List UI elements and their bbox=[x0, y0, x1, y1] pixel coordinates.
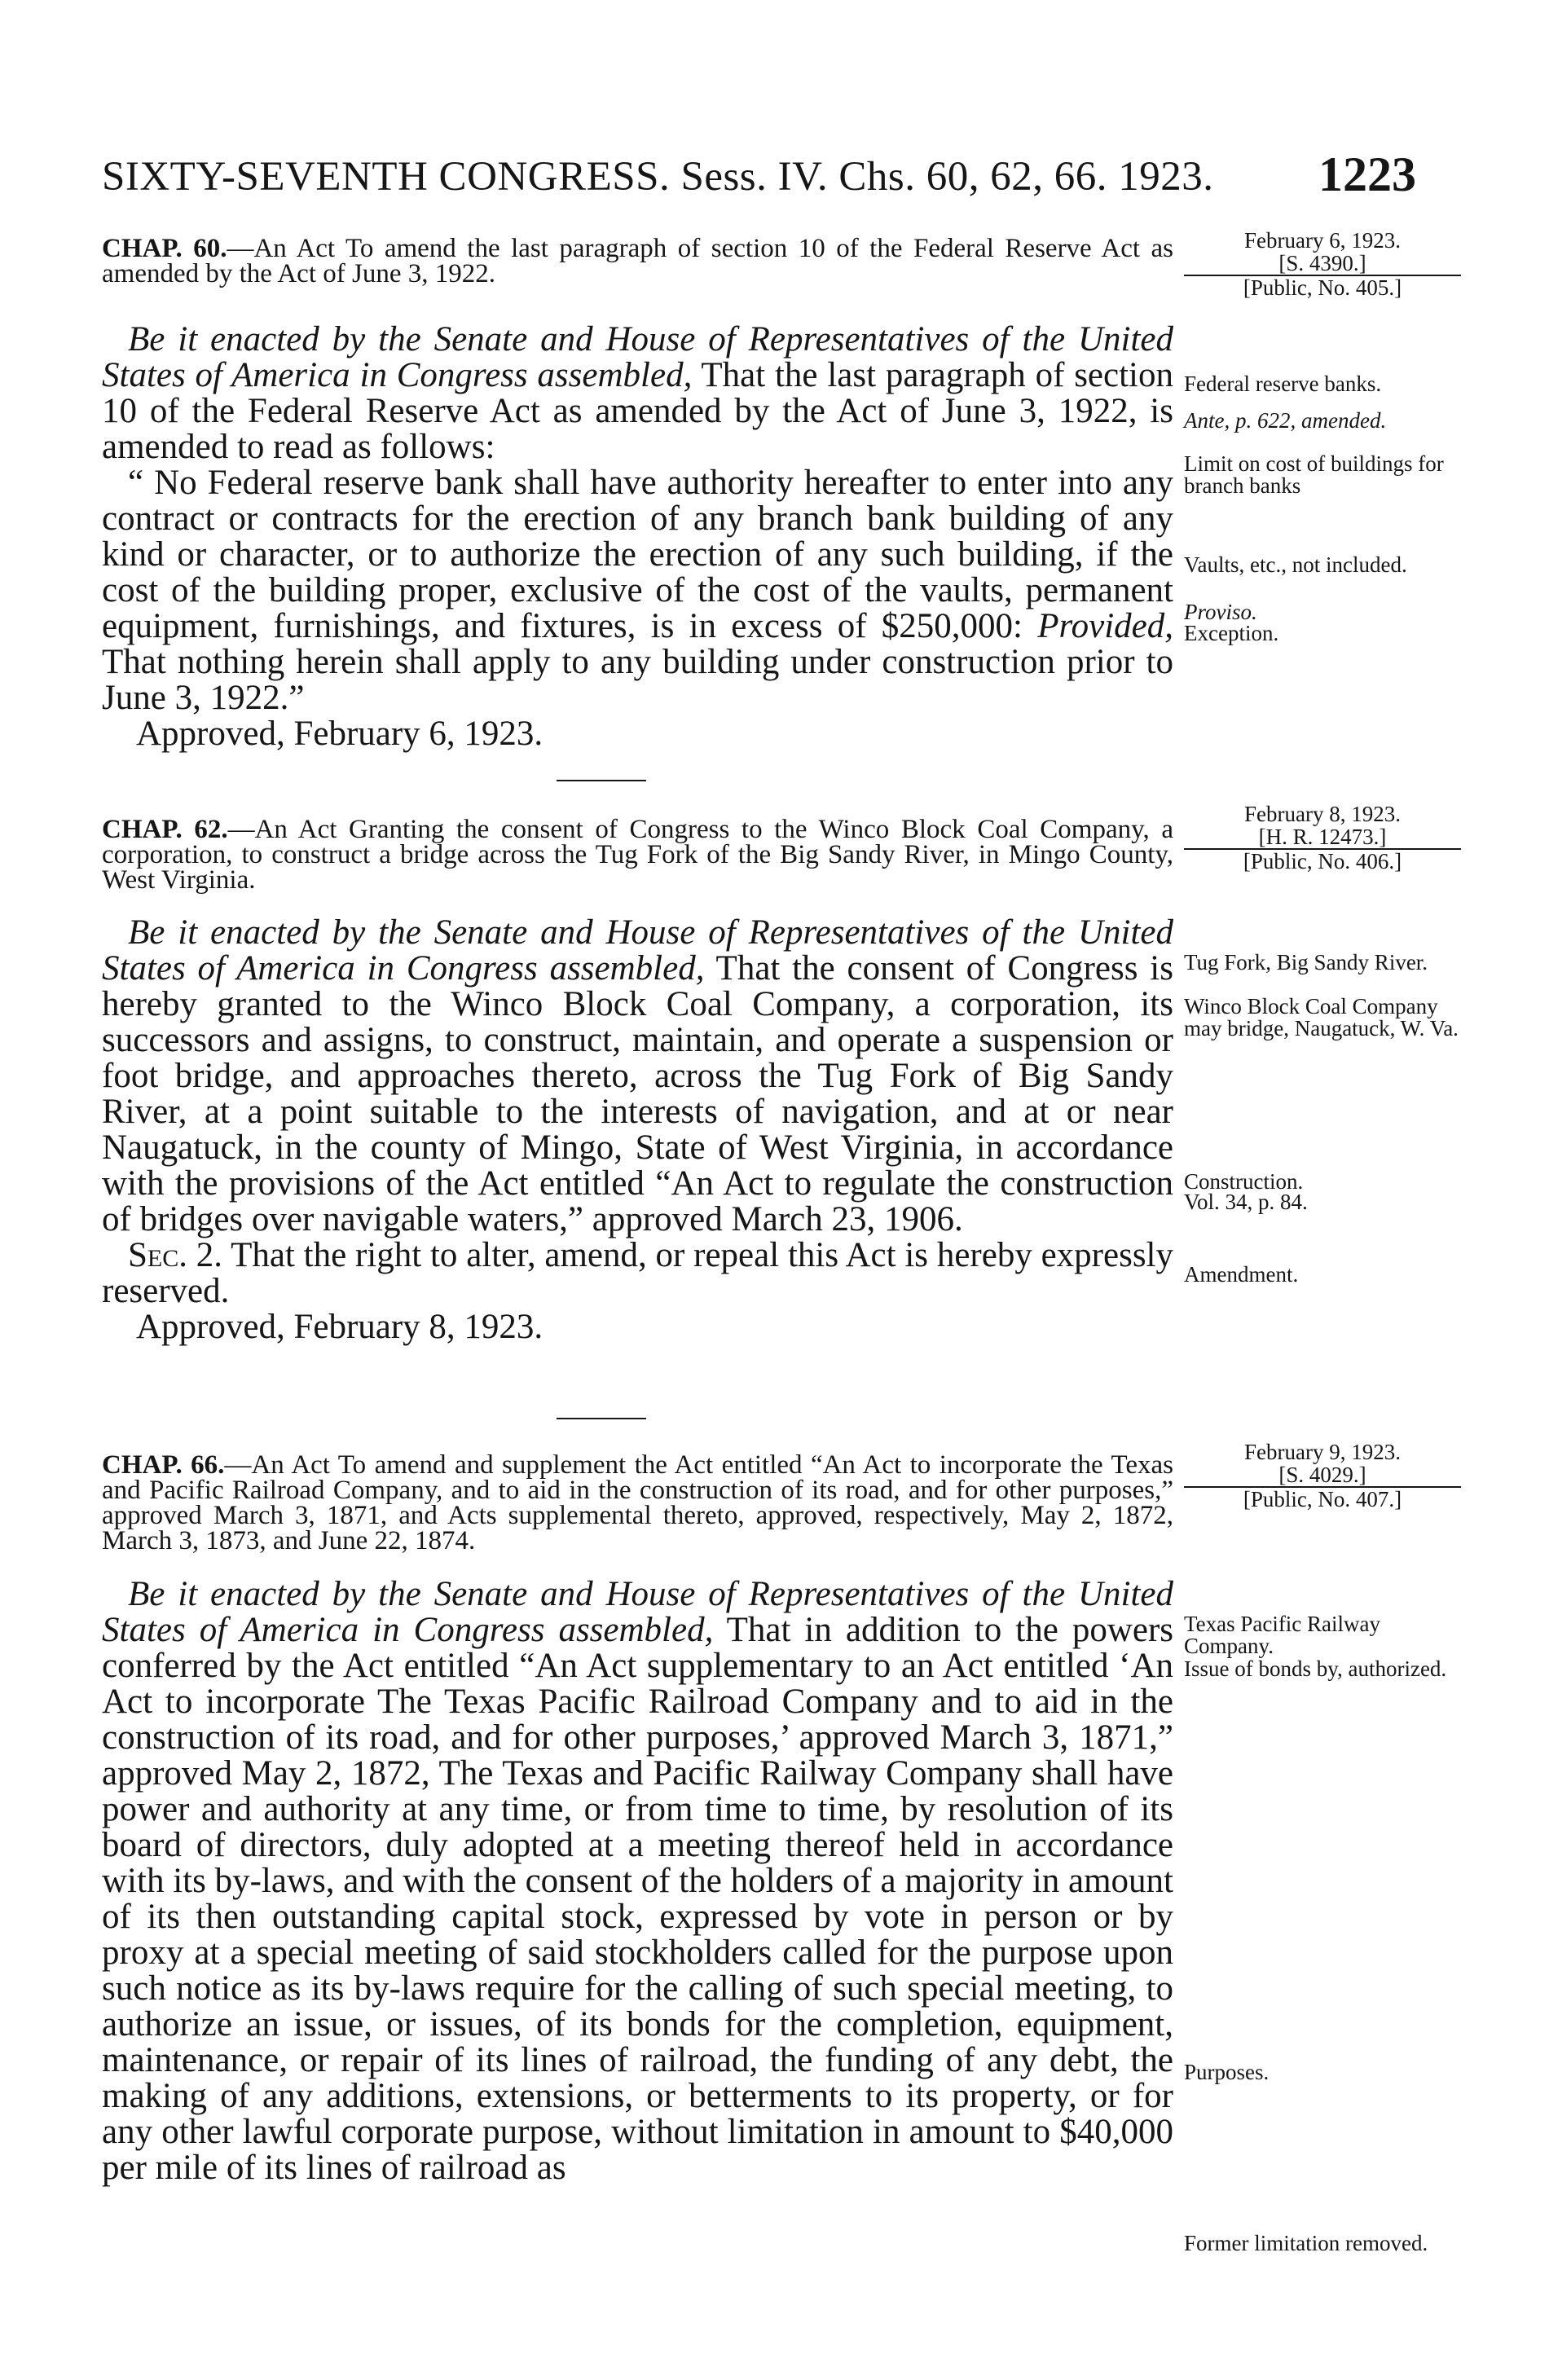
chap60-bill: [S. 4390.] bbox=[1278, 251, 1366, 275]
chap66-note-issue-bonds: Issue of bonds by, authorized. bbox=[1184, 1656, 1447, 1681]
running-header: SIXTY-SEVENTH CONGRESS. Sess. IV. Chs. 60, 62, 66. 1923. bbox=[102, 154, 1214, 200]
chap60-public-law: [Public, No. 405.] bbox=[1184, 275, 1461, 299]
chap62-note-tug-fork: Tug Fork, Big Sandy River. bbox=[1184, 950, 1428, 974]
chap60-caption bbox=[102, 236, 1173, 287]
chap66-note-former-limitation: Former limitation removed. bbox=[1184, 2231, 1428, 2255]
chap66-caption-label: CHAP. 66. bbox=[102, 1450, 225, 1480]
section-divider-2 bbox=[557, 1418, 646, 1419]
chap60-para2-end: That nothing herein shall apply to any building under construction prior to June 3, 1922.” bbox=[102, 643, 1173, 717]
chap60-note-exception: Exception. bbox=[1184, 621, 1279, 645]
chap60-approved: Approved, February 6, 1923. bbox=[136, 715, 543, 753]
chap60-note-proviso: Proviso. bbox=[1184, 600, 1257, 624]
section-divider bbox=[557, 780, 646, 781]
chap62-bill: [H. R. 12473.] bbox=[1258, 825, 1387, 849]
chap66-body bbox=[102, 1577, 1173, 2186]
chap60-date: February 6, 1923. bbox=[1244, 228, 1401, 253]
chap62-note-amendment: Amendment. bbox=[1184, 1262, 1299, 1287]
page-number: 1223 bbox=[1318, 147, 1416, 201]
chap62-caption bbox=[102, 817, 1173, 893]
chap62-date: February 8, 1923. bbox=[1244, 802, 1401, 826]
chap60-note-limit: Limit on cost of buildings for branch banks bbox=[1184, 451, 1444, 498]
chap66-public-law: [Public, No. 407.] bbox=[1184, 1486, 1461, 1511]
chap62-note-vol: Vol. 34, p. 84. bbox=[1184, 1190, 1308, 1214]
chap66-para1: That in addition to the powers conferred by the Act entitled “An Act supplementary to an Act entitled ‘An Act to incorporate The Texas Pacific Railroad Company and to aid in the construction of its road, and for other purposes,’ approved March 3, 1871,” approved May 2, 1872, The Texas and Pacific Railway Company shall have power and authority at any time, or from time to time, by resolution of its board of directors, duly adopted at a meeting thereof held in accordance with its by-laws, and with the consent of the holders of a majority in amount of its then outstanding capital stock, expressed by vote in person or by proxy at a special meeting of said stockholders called for the purpose upon such notice as its by-laws require for the calling of such special meeting, to authorize an issue, or issues, of its bonds for the completion, equipment, maintenance, or repair of its lines of railroad, the funding of any debt, the making of any additions, extensions, or betterments to its property, or for any other lawful corporate purpose, without limitation in amount to $40,000 per mile of its lines of railroad as bbox=[102, 1611, 1174, 2187]
chap62-approved: Approved, February 8, 1923. bbox=[136, 1308, 543, 1346]
chap62-enacting-clause: Be it enacted by the Senate and House of Representatives of the United States of America in Congress assembled, bbox=[102, 913, 1173, 988]
chap60-note-federal-reserve: Federal reserve banks. bbox=[1184, 372, 1382, 396]
chap60-caption-label: CHAP. 60. bbox=[102, 234, 227, 263]
chap66-bill: [S. 4029.] bbox=[1278, 1463, 1366, 1487]
chap66-caption bbox=[102, 1450, 1173, 1555]
chap62-caption-label: CHAP. 62. bbox=[102, 815, 228, 844]
chap62-public-law: [Public, No. 406.] bbox=[1184, 848, 1461, 873]
chap66-date-block bbox=[1184, 1441, 1461, 1511]
chap60-enacting-clause: Be it enacted by the Senate and House of Representatives of the United States of America in Congress assembled, bbox=[102, 320, 1173, 394]
chap62-sec2-text: That the right to alter, amend, or repeal this Act is hereby expressly reserved. bbox=[102, 1236, 1174, 1310]
chap62-body bbox=[102, 915, 1173, 1345]
chap62-caption-text: —An Act Granting the consent of Congress to the Winco Block Coal Company, a corporation, to construct a bridge across the Tug Fork of the Big Sandy River, in Mingo County, West Virginia. bbox=[102, 815, 1173, 895]
chap60-note-ante: Ante, p. 622, amended. bbox=[1184, 408, 1387, 433]
chap66-caption-text: —An Act To amend and supplement the Act entitled “An Act to incorporate the Texas and Pacific Railroad Company, and to aid in the construction of its road, and for other purposes,” approved March 3, 1871, and Acts supplemental thereto, approved, respectively, May 2, 1872, March 3, 1873, and June 22, 1874. bbox=[102, 1450, 1173, 1555]
chap66-note-texas-pacific: Texas Pacific Railway Company. bbox=[1184, 1612, 1381, 1658]
chap60-para1: That the last paragraph of section 10 of the Federal Reserve Act as amended by the Act of June 3, 1922, is amended to read as follows: bbox=[102, 356, 1173, 466]
chap62-para1: That the consent of Congress is hereby granted to the Winco Block Coal Company, a corporation, its successors and assigns, to construct, maintain, and operate a suspension or foot bridge, and approaches thereto, across the Tug Fork of Big Sandy River, at a point suitable to the interests of navigation, and at or near Naugatuck, in the county of Mingo, State of West Virginia, in accordance with the provisions of the Act entitled “An Act to regulate the construction of bridges over navigable waters,” approved March 23, 1906. bbox=[102, 949, 1173, 1238]
chap62-sec2-label: Sec. 2. bbox=[128, 1236, 223, 1274]
chap60-proviso-word: Provided, bbox=[1037, 607, 1173, 645]
chap62-note-construction: Construction. bbox=[1184, 1169, 1304, 1194]
chap60-date-block bbox=[1184, 229, 1461, 299]
chap60-caption-text: —An Act To amend the last paragraph of section 10 of the Federal Reserve Act as amended by the Act of June 3, 1922. bbox=[102, 234, 1173, 288]
chap66-enacting-clause: Be it enacted by the Senate and House of Representatives of the United States of America in Congress assembled, bbox=[102, 1575, 1173, 1649]
chap62-note-winco: Winco Block Coal Company may bridge, Naugatuck, W. Va. bbox=[1184, 994, 1459, 1040]
chap60-body bbox=[102, 322, 1173, 752]
chap66-note-purposes: Purposes. bbox=[1184, 2060, 1270, 2084]
chap62-date-block bbox=[1184, 803, 1461, 873]
chap60-note-vaults: Vaults, etc., not included. bbox=[1184, 552, 1407, 577]
chap66-date: February 9, 1923. bbox=[1244, 1440, 1401, 1464]
chap60-para2: “ No Federal reserve bank shall have authority hereafter to enter into any contract or contracts for the erection of any branch bank building of any kind or character, or to authorize the erection of any such building, if the cost of the building proper, exclusive of the cost of the vaults, permanent equipment, furnishings, and fixtures, is in excess of $250,000: bbox=[102, 464, 1173, 645]
